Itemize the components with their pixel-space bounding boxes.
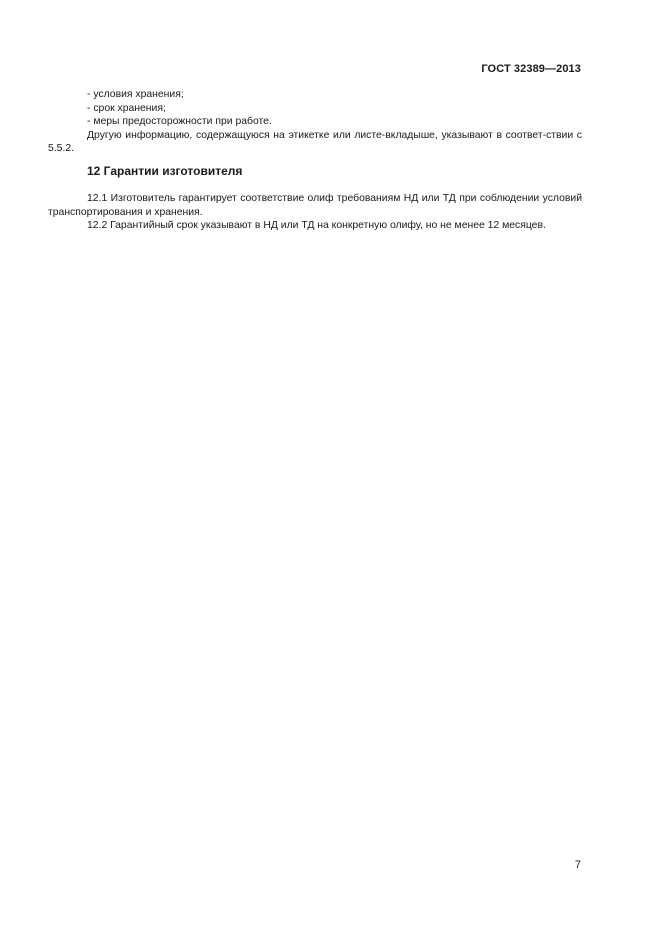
clause-12-1: 12.1 Изготовитель гарантирует соответствие олиф требованиям НД или ТД при соблюдении условий транспортирования и хранения. — [48, 193, 582, 218]
other-info-paragraph: Другую информацию, содержащуюся на этикетке или листе-вкладыше, указывают в соответ-ствии с 5.5.2. — [48, 129, 582, 154]
page-number: 7 — [574, 859, 581, 871]
section-heading: 12 Гарантии изготовителя — [87, 164, 243, 178]
list-item: - условия хранения; — [87, 89, 184, 100]
storage-info-list — [48, 88, 582, 156]
document-code: ГОСТ 32389—2013 — [481, 63, 581, 75]
clause-12-2: 12.2 Гарантийный срок указывают в НД или ТД на конкретную олифу, но не менее 12 месяцев. — [87, 220, 546, 231]
list-item: - меры предосторожности при работе. — [87, 116, 272, 127]
warranty-section-body — [48, 192, 582, 233]
list-item: - срок хранения; — [87, 102, 166, 114]
